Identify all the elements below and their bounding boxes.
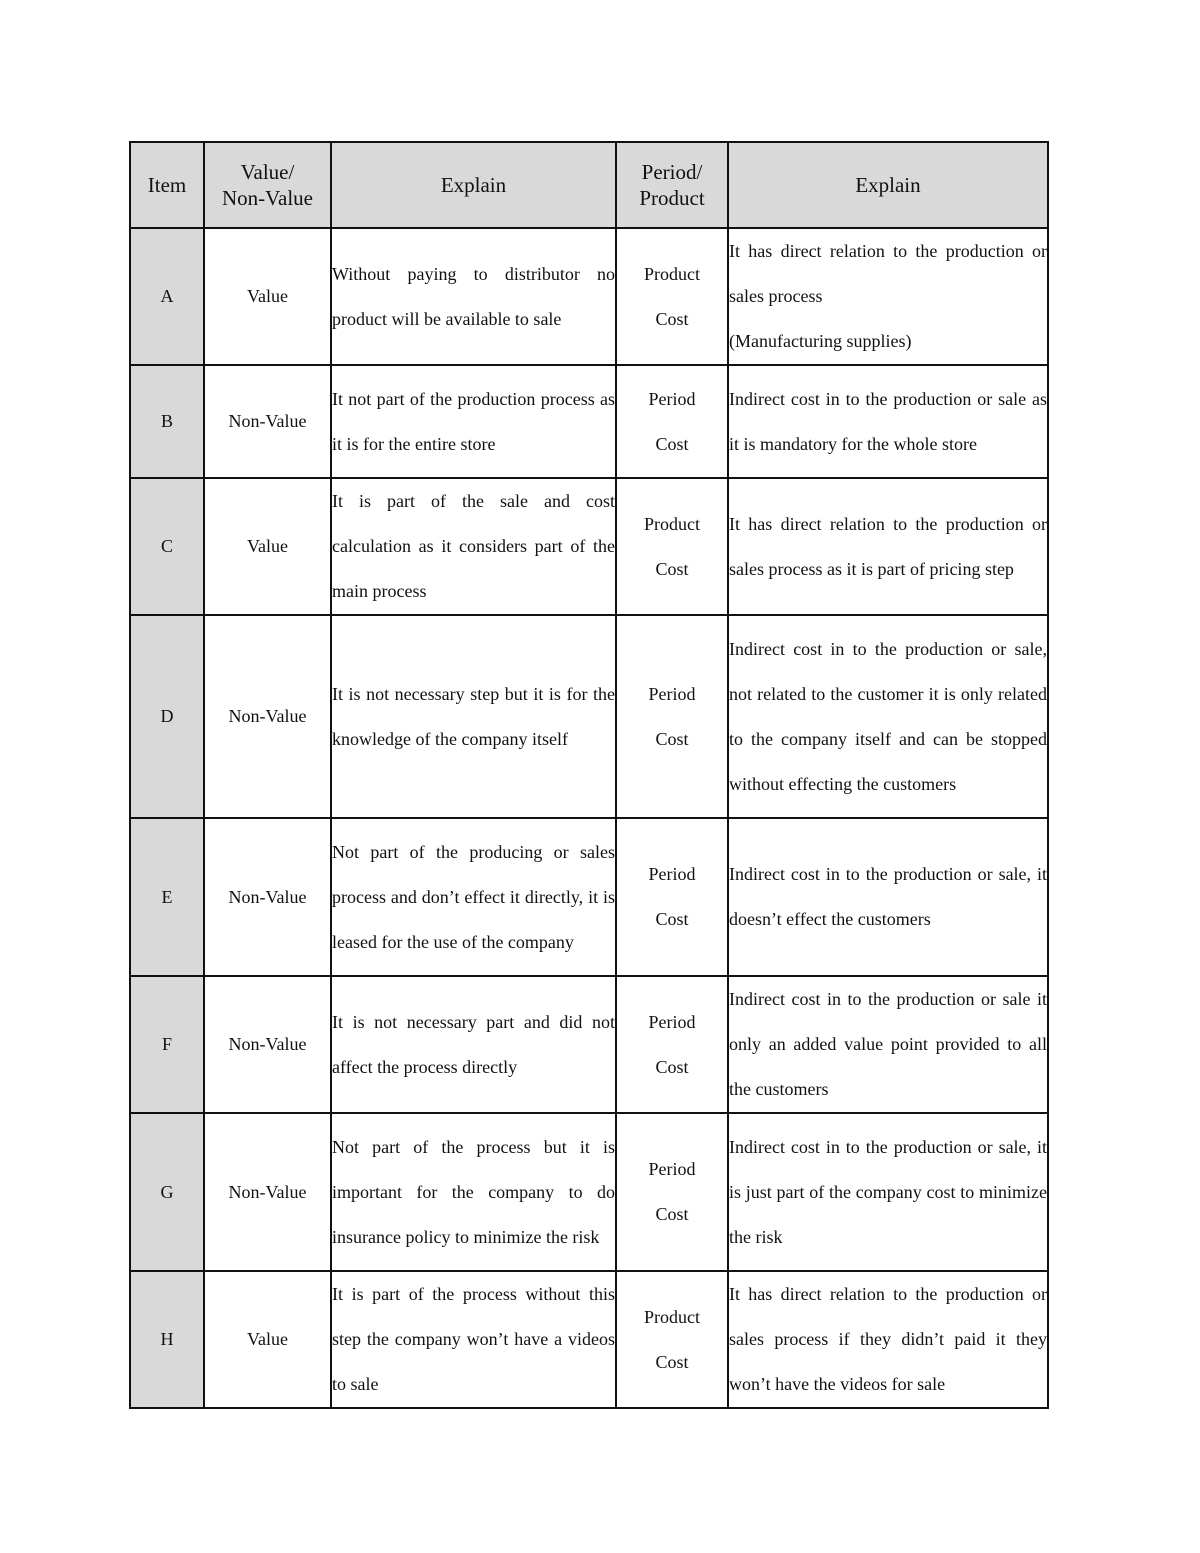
table-row	[130, 615, 1048, 818]
explain-cell: It has direct relation to the production or sales process (Manufacturing supplies)	[728, 228, 1048, 365]
explain-cell: Indirect cost in to the production or sale, it doesn’t effect the customers	[728, 818, 1048, 976]
table-row	[130, 1113, 1048, 1271]
period-cell: Period Cost	[616, 615, 728, 818]
explain-cell: Indirect cost in to the production or sale as it is mandatory for the whole store	[728, 365, 1048, 478]
item-cell: D	[130, 615, 204, 818]
explain-cell: Not part of the producing or sales process and don’t effect it directly, it is leased for the use of the company	[331, 818, 616, 976]
explain-cell: Indirect cost in to the production or sale it only an added value point provided to all the customers	[728, 976, 1048, 1113]
header-value-nonvalue: Value/ Non-Value	[204, 142, 331, 228]
table-row	[130, 976, 1048, 1113]
header-explain-2: Explain	[728, 142, 1048, 228]
explain-cell: Not part of the process but it is important for the company to do insurance policy to minimize the risk	[331, 1113, 616, 1271]
explain-cell: Indirect cost in to the production or sale, not related to the customer it is only related to the company itself and can be stopped without effecting the customers	[728, 615, 1048, 818]
header-item: Item	[130, 142, 204, 228]
period-cell: Period Cost	[616, 818, 728, 976]
table-row	[130, 365, 1048, 478]
explain-cell: It not part of the production process as it is for the entire store	[331, 365, 616, 478]
table-row	[130, 1271, 1048, 1408]
header-explain-1: Explain	[331, 142, 616, 228]
item-cell: G	[130, 1113, 204, 1271]
value-cell: Non-Value	[204, 818, 331, 976]
header-row	[130, 142, 1048, 228]
explain-cell: It is part of the sale and cost calculation as it considers part of the main process	[331, 478, 616, 615]
explain-cell: It is part of the process without this step the company won’t have a videos to sale	[331, 1271, 616, 1408]
period-cell: Product Cost	[616, 478, 728, 615]
value-cell: Non-Value	[204, 615, 331, 818]
value-cell: Value	[204, 228, 331, 365]
explain-cell: It is not necessary part and did not affect the process directly	[331, 976, 616, 1113]
period-cell: Period Cost	[616, 365, 728, 478]
value-cell: Non-Value	[204, 365, 331, 478]
value-cell: Non-Value	[204, 1113, 331, 1271]
item-cell: C	[130, 478, 204, 615]
explain-cell: It has direct relation to the production or sales process as it is part of pricing step	[728, 478, 1048, 615]
explain-cell: Without paying to distributor no product will be available to sale	[331, 228, 616, 365]
item-cell: H	[130, 1271, 204, 1408]
value-cell: Non-Value	[204, 976, 331, 1113]
table-row	[130, 478, 1048, 615]
period-cell: Product Cost	[616, 228, 728, 365]
table-row	[130, 818, 1048, 976]
item-cell: A	[130, 228, 204, 365]
period-cell: Period Cost	[616, 1113, 728, 1271]
period-cell: Period Cost	[616, 976, 728, 1113]
cost-classification-table	[129, 141, 1049, 1409]
item-cell: F	[130, 976, 204, 1113]
explain-cell: Indirect cost in to the production or sale, it is just part of the company cost to minimize the risk	[728, 1113, 1048, 1271]
header-period-product: Period/ Product	[616, 142, 728, 228]
explain-cell: It has direct relation to the production or sales process if they didn’t paid it they won’t have the videos for sale	[728, 1271, 1048, 1408]
value-cell: Value	[204, 478, 331, 615]
period-cell: Product Cost	[616, 1271, 728, 1408]
table-row	[130, 228, 1048, 365]
item-cell: B	[130, 365, 204, 478]
item-cell: E	[130, 818, 204, 976]
value-cell: Value	[204, 1271, 331, 1408]
explain-cell: It is not necessary step but it is for the knowledge of the company itself	[331, 615, 616, 818]
